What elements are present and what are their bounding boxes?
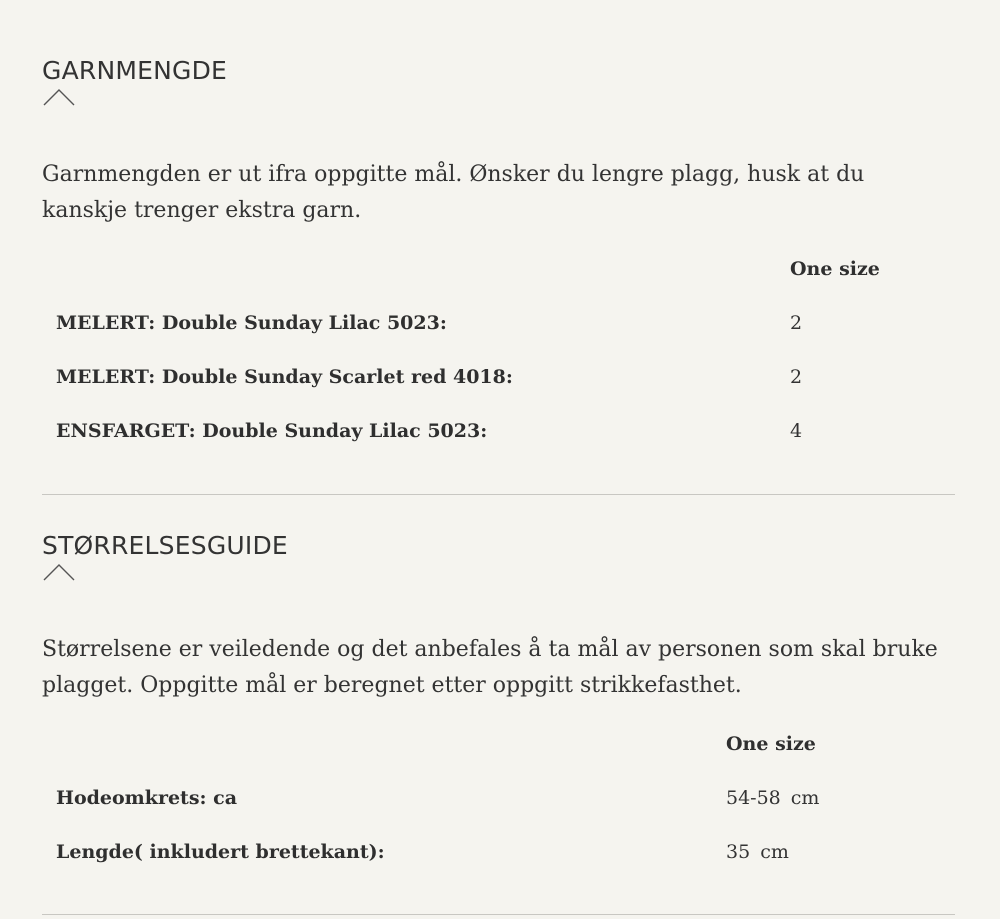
garnmengde-description: Garnmengden er ut ifra oppgitte mål. Ønsker du lengre plagg, husk at du kanskje trenger ekstra garn. — [42, 162, 865, 223]
row-label: ENSFARGET: Double Sunday Lilac 5023: — [56, 420, 488, 442]
table-row — [56, 366, 936, 396]
row-label: MELERT: Double Sunday Lilac 5023: — [56, 312, 447, 334]
row-value — [726, 841, 789, 863]
row-value — [726, 787, 819, 809]
measure-unit: cm — [760, 841, 789, 863]
chevron-up-icon[interactable] — [42, 88, 76, 108]
table-row — [56, 787, 936, 817]
section-divider — [42, 914, 955, 915]
row-value: 2 — [790, 366, 803, 388]
chevron-up-icon[interactable] — [42, 563, 76, 583]
table-row — [56, 312, 936, 342]
table-row — [56, 841, 936, 871]
measure-value: 54-58 — [726, 787, 781, 809]
storrelsesguide-description: Størrelsene er veiledende og det anbefales å ta mål av personen som skal bruke plagget. Oppgitte mål er beregnet etter oppgitt strikkefasthet. — [42, 637, 938, 698]
row-value: 2 — [790, 312, 803, 334]
table-row — [56, 420, 936, 450]
row-label: MELERT: Double Sunday Scarlet red 4018: — [56, 366, 513, 388]
storrelsesguide-size-header: One size — [726, 733, 816, 755]
storrelsesguide-section — [42, 531, 955, 583]
garnmengde-section — [42, 56, 955, 108]
garnmengde-size-header: One size — [790, 258, 880, 280]
measure-unit: cm — [790, 787, 820, 809]
row-label: Lengde( inkludert brettekant): — [56, 841, 385, 863]
storrelsesguide-title[interactable]: STØRRELSESGUIDE — [42, 531, 288, 560]
garnmengde-title[interactable]: GARNMENGDE — [42, 56, 228, 85]
row-value: 4 — [790, 420, 803, 442]
measure-value: 35 — [726, 841, 751, 863]
section-divider — [42, 494, 955, 495]
row-label: Hodeomkrets: ca — [56, 787, 238, 809]
